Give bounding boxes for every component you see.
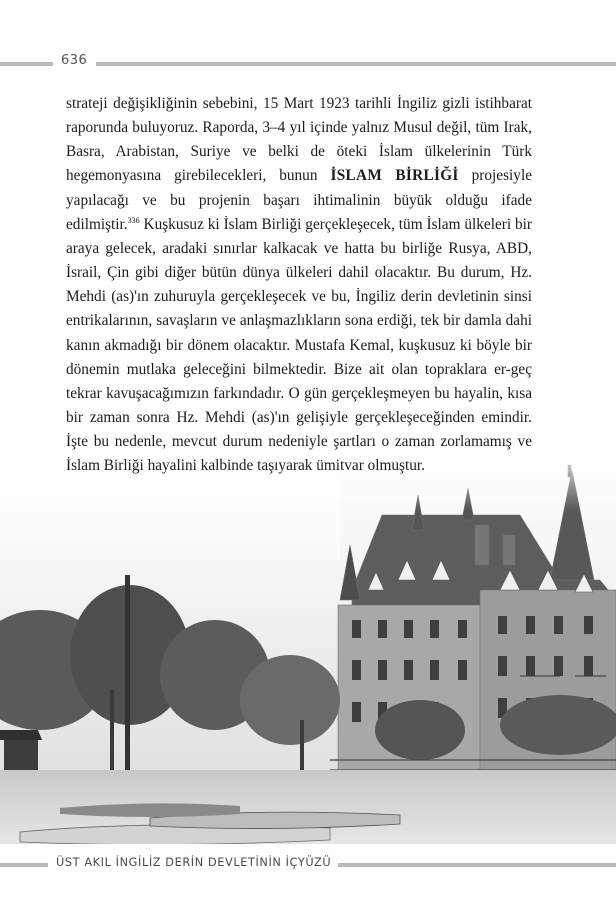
page-number: 636 xyxy=(61,53,88,68)
main-paragraph xyxy=(66,92,532,479)
body-text xyxy=(66,92,532,479)
text-after-bold: projesiyle yapılacağı ve bu projenin başarı ihtimalinin büyük olduğu ifade edilmiştir. xyxy=(66,167,532,233)
castle-photo xyxy=(0,440,616,850)
bold-phrase: İSLAM BİRLİĞİ xyxy=(330,167,459,185)
header-rule-left xyxy=(0,62,53,66)
page-footer xyxy=(0,852,616,880)
page-header xyxy=(0,50,616,76)
header-rule-right xyxy=(96,62,616,66)
footer-rule-right xyxy=(338,863,616,867)
footnote-ref[interactable]: 336 xyxy=(127,215,140,225)
footer-rule-left xyxy=(0,863,48,867)
text-before-bold: strateji değişikliğinin sebebini, 15 Mart 1923 tarihli İngiliz gizli istihbarat raporunda buluyoruz. Raporda, 3–4 yıl içinde yalnız Musul değil, tüm Irak, Basra, Arabistan, Suriye ve belki de öteki İslam ülkelerinin Türk hegemonyasına girebilecekleri, bunun xyxy=(66,95,532,185)
book-title: ÜST AKIL İNGİLİZ DERİN DEVLETİNİN İÇYÜZÜ xyxy=(56,856,332,869)
text-rest: Kuşkusuz ki İslam Birliği gerçekleşecek, tüm İslam ülkeleri bir araya gelecek, aradaki sınırlar kalkacak ve hatta bu birliğe Rusya, ABD, İsrail, Çin gibi diğer bütün dünya ülkeleri dahil olacaktır. Bu durum, Hz. Mehdi (as)'ın zuhuruyla gerçekleşecek ve bu, İngiliz derin devletinin sinsi entrikalarının, savaşların ve anlaşmazlıkların sona erdiği, tek bir damla dahi kanın akmadığı bir dönem olacaktır. Mustafa Kemal, kuşkusuz ki böyle bir dönemin mutlaka geleceğini bilmektedir. Bize ait olan topraklara er-geç tekrar kavuşacağımızın farkındadır. O gün gerçekleşmeyen bu hayalin, kısa bir zaman sonra Hz. Mehdi (as)'ın gelişiyle gerçekleşeceğinden emindir. İşte bu nedenle, mevcut durum nedeniyle şartları o zaman zorlamamış ve İslam Birliği hayalini kalbinde taşıyarak ümitvar olmuştur. xyxy=(66,215,532,475)
